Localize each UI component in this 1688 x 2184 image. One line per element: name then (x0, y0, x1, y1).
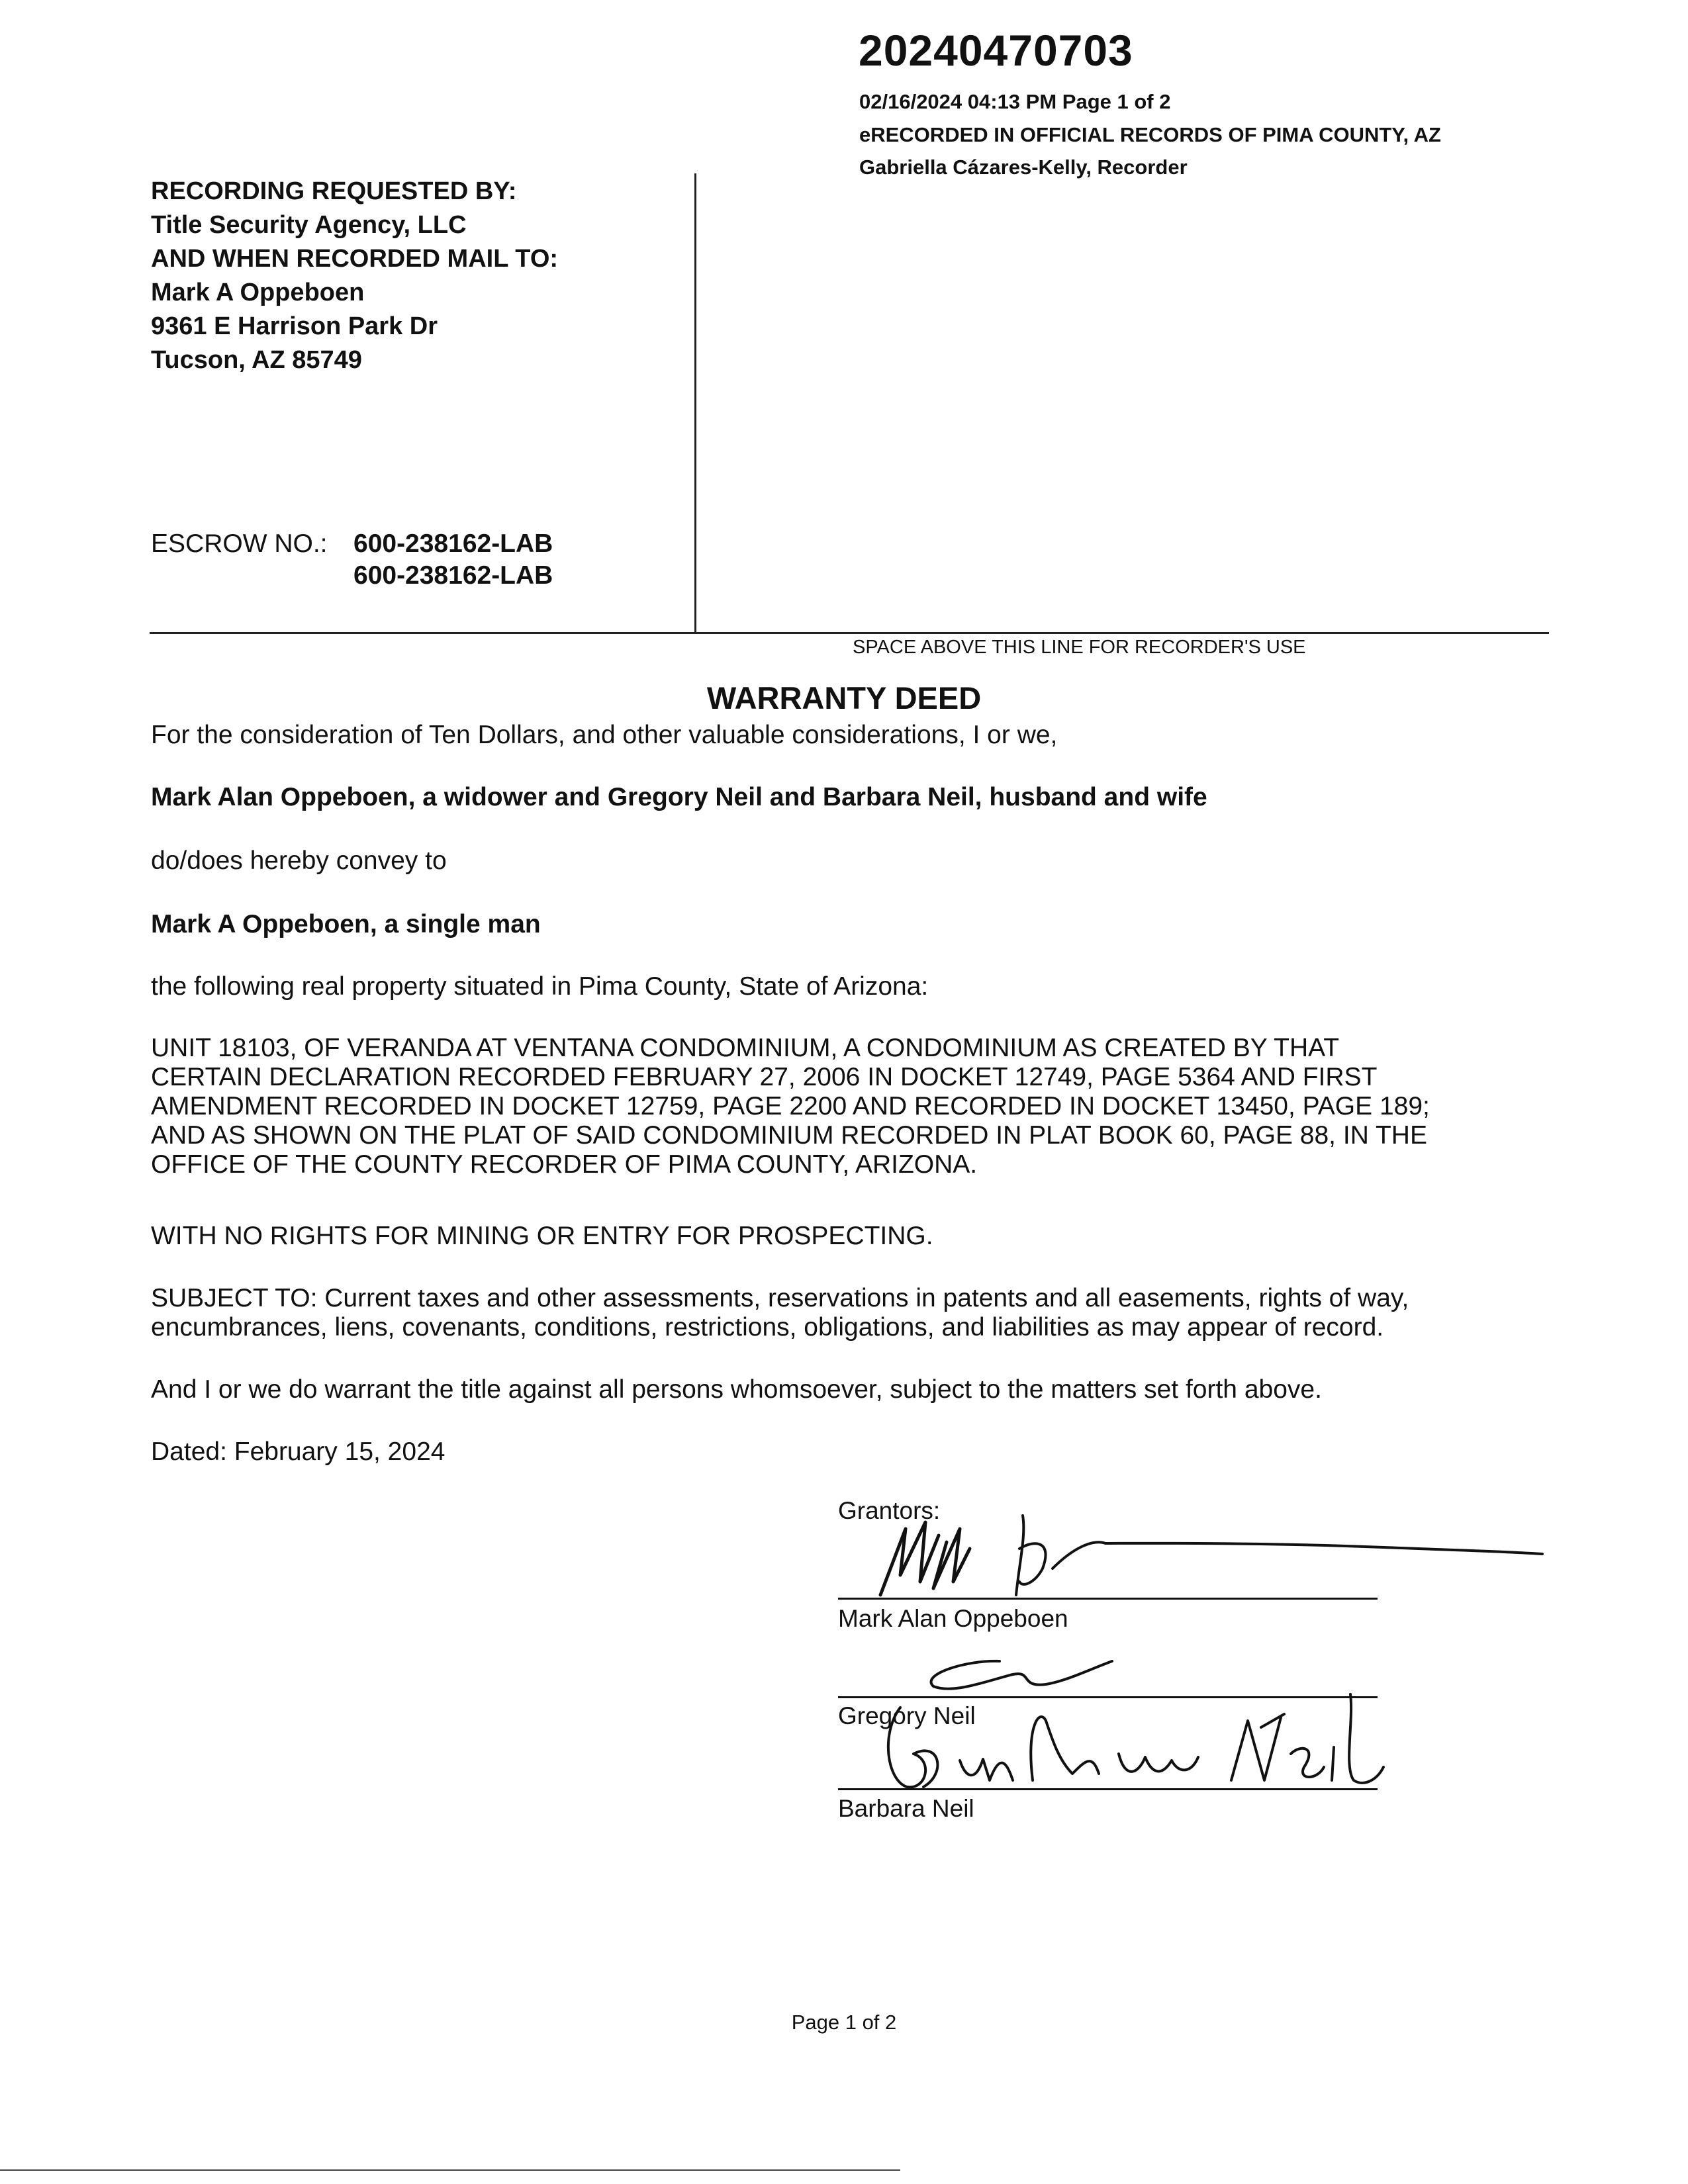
subject-to-line: encumbrances, liens, covenants, conditions, restrictions, obligations, and liabilities as may appear of record. (151, 1313, 1384, 1342)
legal-line: CERTAIN DECLARATION RECORDED FEBRUARY 27, 2006 IN DOCKET 12749, PAGE 5364 AND FIRST (151, 1063, 1378, 1091)
signer-gregory-neil: Gregory Neil (838, 1702, 976, 1729)
grantors-text: Mark Alan Oppeboen, a widower and Gregory Neil and Barbara Neil, husband and wife (151, 783, 1207, 811)
grantee-text: Mark A Oppeboen, a single man (151, 910, 541, 938)
warranty-clause: And I or we do warrant the title against all persons whomsoever, subject to the matters set forth above. (151, 1375, 1322, 1404)
document-number: 20240470703 (859, 26, 1133, 75)
requested-by: Title Security Agency, LLC (151, 211, 467, 239)
legal-line: UNIT 18103, OF VERANDA AT VENTANA CONDOMINIUM, A CONDOMINIUM AS CREATED BY THAT (151, 1034, 1340, 1062)
signature-line-1 (838, 1598, 1378, 1600)
recording-office: eRECORDED IN OFFICIAL RECORDS OF PIMA COUNTY, AZ (859, 123, 1441, 146)
dated-line: Dated: February 15, 2024 (151, 1437, 445, 1466)
mail-to-label: AND WHEN RECORDED MAIL TO: (151, 245, 559, 273)
page-number: Page 1 of 2 (791, 2011, 897, 2034)
consideration-text: For the consideration of Ten Dollars, and other valuable considerations, I or we, (151, 721, 1058, 749)
recorder-space-line (150, 632, 1549, 634)
legal-line: OFFICE OF THE COUNTY RECORDER OF PIMA COUNTY, ARIZONA. (151, 1150, 978, 1179)
mail-city: Tucson, AZ 85749 (151, 346, 362, 374)
recording-box-divider (694, 173, 696, 632)
recorder-space-note: SPACE ABOVE THIS LINE FOR RECORDER'S USE (853, 637, 1306, 658)
property-intro: the following real property situated in Pima County, State of Arizona: (151, 972, 929, 1001)
recording-timestamp: 02/16/2024 04:13 PM Page 1 of 2 (859, 90, 1171, 113)
mining-clause: WITH NO RIGHTS FOR MINING OR ENTRY FOR PROSPECTING. (151, 1222, 933, 1250)
escrow-number-2: 600-238162-LAB (353, 561, 553, 590)
legal-line: AND AS SHOWN ON THE PLAT OF SAID CONDOMINIUM RECORDED IN PLAT BOOK 60, PAGE 88, IN THE (151, 1121, 1427, 1150)
signer-mark-alan-oppeboen: Mark Alan Oppeboen (838, 1605, 1068, 1632)
legal-line: AMENDMENT RECORDED IN DOCKET 12759, PAGE 2200 AND RECORDED IN DOCKET 13450, PAGE 189; (151, 1092, 1430, 1120)
recording-requested-block (151, 175, 558, 377)
signer-barbara-neil: Barbara Neil (838, 1795, 974, 1822)
signature-mark-oppeboen (854, 1502, 1549, 1608)
mail-name: Mark A Oppeboen (151, 279, 365, 306)
recorder-name: Gabriella Cázares-Kelly, Recorder (859, 156, 1188, 179)
requested-by-label: RECORDING REQUESTED BY: (151, 177, 517, 205)
signature-line-3 (838, 1788, 1378, 1790)
subject-to-clause (151, 1284, 1561, 1342)
grantors-label: Grantors: (838, 1497, 941, 1524)
deed-title: WARRANTY DEED (706, 680, 982, 715)
legal-description (151, 1034, 1561, 1179)
escrow-number-1: 600-238162-LAB (353, 529, 553, 558)
subject-to-line: SUBJECT TO: Current taxes and other assessments, reservations in patents and all easements, rights of way, (151, 1284, 1409, 1312)
convey-text: do/does hereby convey to (151, 846, 447, 875)
mail-street: 9361 E Harrison Park Dr (151, 312, 438, 340)
bottom-rule (0, 2169, 900, 2171)
escrow-label: ESCROW NO.: (151, 529, 328, 558)
